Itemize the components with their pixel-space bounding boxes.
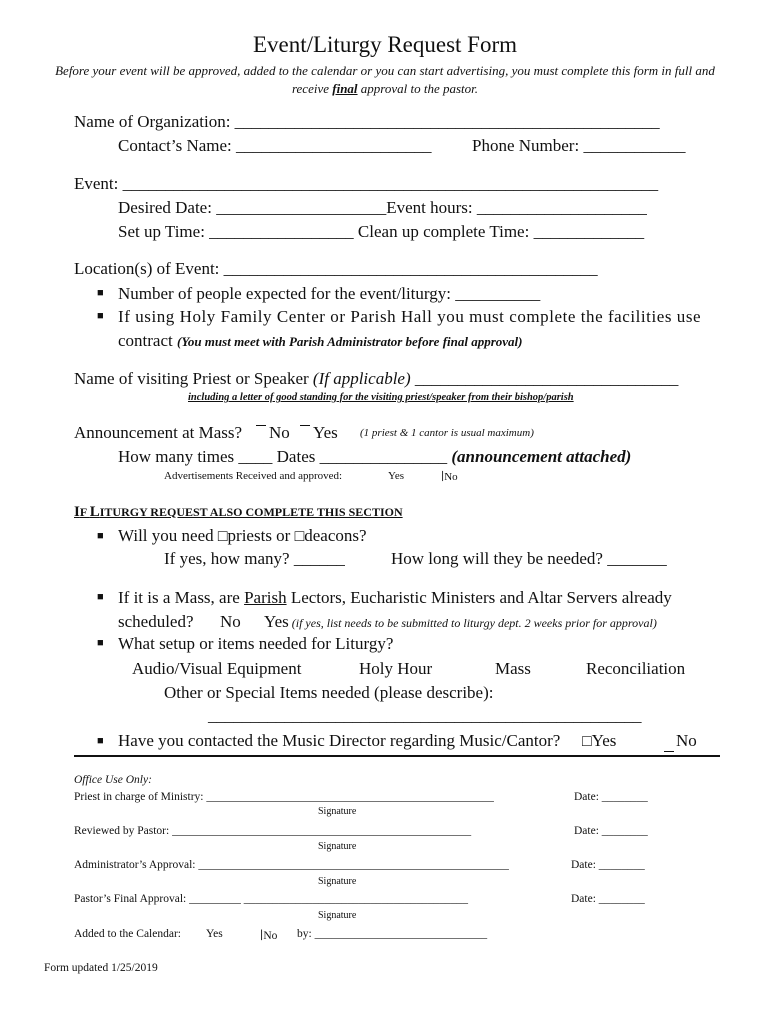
pastor-final-approval-label: Pastor’s Final Approval: bbox=[74, 893, 190, 905]
other-items-label: Other or Special Items needed (please describe): bbox=[164, 683, 494, 702]
date-line[interactable]: ________ bbox=[601, 825, 648, 837]
signature-caption: Signature bbox=[318, 841, 357, 852]
contact-name-label: Contact’s Name: bbox=[118, 136, 237, 155]
checkbox-icon[interactable] bbox=[664, 731, 674, 752]
scheduled-note: (if yes, list needs to be submitted to liturgy dept. 2 weeks prior for approval) bbox=[288, 616, 657, 630]
pastor-final-approval-field[interactable] bbox=[74, 893, 468, 905]
priest-in-charge-field[interactable] bbox=[74, 791, 494, 803]
facilities-contract-cont bbox=[118, 331, 523, 351]
reviewed-by-pastor-label: Reviewed by Pastor: bbox=[74, 825, 173, 837]
liturgy-section-heading bbox=[74, 503, 403, 521]
phone-number-label: Phone Number: bbox=[472, 136, 584, 155]
date-label: Date: bbox=[574, 825, 602, 837]
setup-time-label: Set up Time: bbox=[118, 222, 210, 241]
form-updated-footer: Form updated 1/25/2019 bbox=[44, 962, 158, 974]
music-no-label: No bbox=[676, 731, 697, 750]
scheduled-no-option[interactable]: No bbox=[220, 612, 241, 631]
administrator-note: (You must meet with Parish Administrator before final approval) bbox=[177, 334, 523, 349]
priest-in-charge-line[interactable]: __________________________________________________ bbox=[206, 791, 494, 803]
administrator-date-field[interactable] bbox=[571, 859, 645, 871]
reviewed-by-pastor-field[interactable] bbox=[74, 825, 471, 837]
phone-number-line[interactable]: ____________ bbox=[583, 136, 686, 155]
heading-small-f: F bbox=[79, 505, 90, 519]
option-reconciliation[interactable]: Reconciliation bbox=[586, 659, 686, 678]
deacons-label: deacons? bbox=[304, 526, 367, 545]
date-line[interactable]: ________ bbox=[598, 859, 645, 871]
music-yes-option[interactable] bbox=[582, 731, 616, 751]
reviewed-by-pastor-line[interactable]: ____________________________________________________ bbox=[172, 825, 472, 837]
location-label: Location(s) of Event: bbox=[74, 259, 224, 278]
setup-items-question: What setup or items needed for Liturgy? bbox=[118, 634, 394, 653]
how-long-field[interactable] bbox=[391, 549, 667, 569]
announcement-no-option[interactable] bbox=[256, 423, 290, 443]
announcement-attached: (announcement attached) bbox=[447, 447, 632, 466]
people-expected-label: Number of people expected for the event/liturgy: bbox=[118, 284, 456, 303]
scheduled-yes-label: Yes bbox=[264, 612, 289, 631]
option-mass[interactable]: Mass bbox=[495, 659, 531, 678]
announcement-yes-label: Yes bbox=[313, 423, 338, 442]
heading-rest: ITURGY REQUEST ALSO COMPLETE THIS SECTION bbox=[99, 505, 403, 519]
calendar-yes-option[interactable]: Yes bbox=[206, 928, 223, 940]
mass-ministers-question bbox=[118, 588, 672, 608]
option-audio-visual[interactable]: Audio/Visual Equipment bbox=[132, 659, 302, 678]
dates-label: Dates bbox=[272, 447, 320, 466]
organization-name-label: Name of Organization: bbox=[74, 112, 235, 131]
contact-name-line[interactable]: _______________________ bbox=[236, 136, 432, 155]
desired-date-field[interactable] bbox=[118, 198, 647, 218]
clergy-question-a: Will you need bbox=[118, 526, 218, 545]
desired-date-label: Desired Date: bbox=[118, 198, 217, 217]
clergy-needed-question bbox=[118, 526, 367, 546]
event-hours-line[interactable]: ____________________ bbox=[476, 198, 647, 217]
bullet-icon: ■ bbox=[97, 287, 104, 299]
visiting-priest-field[interactable] bbox=[74, 369, 678, 389]
dates-line[interactable]: _______________ bbox=[319, 447, 448, 466]
final-date-field[interactable] bbox=[571, 893, 645, 905]
scheduled-label: scheduled? bbox=[118, 612, 194, 631]
calendar-by-field[interactable] bbox=[297, 928, 487, 940]
calendar-by-line[interactable]: ______________________________ bbox=[314, 928, 488, 940]
checkbox-icon[interactable] bbox=[300, 425, 310, 426]
parish-word: Parish bbox=[244, 588, 287, 607]
location-line[interactable]: ____________________________________________ bbox=[223, 259, 598, 278]
announcement-label: Announcement at Mass? bbox=[74, 423, 243, 442]
if-applicable-note: (If applicable) bbox=[312, 369, 415, 388]
setup-time-field[interactable] bbox=[118, 222, 644, 242]
how-long-line[interactable]: _______ bbox=[607, 549, 667, 568]
pastor-final-approval-line[interactable]: _________ _______________________________________ bbox=[189, 893, 468, 905]
form-title: Event/Liturgy Request Form bbox=[252, 32, 518, 57]
phone-number-field[interactable] bbox=[472, 136, 685, 156]
date-line[interactable]: ________ bbox=[601, 791, 648, 803]
date-label: Date: bbox=[571, 859, 599, 871]
desired-date-line[interactable]: ____________________ bbox=[216, 198, 387, 217]
priests-label: priests or bbox=[227, 526, 295, 545]
location-field[interactable] bbox=[74, 259, 598, 279]
music-yes-label: Yes bbox=[591, 731, 617, 750]
ads-no-label: No bbox=[444, 471, 458, 483]
how-many-clergy-field[interactable] bbox=[164, 549, 345, 569]
facilities-contract-text: If using Holy Family Center or Parish Hall you must complete the facilities use bbox=[118, 307, 702, 326]
priest-in-charge-label: Priest in charge of Ministry: bbox=[74, 791, 207, 803]
ads-yes-option[interactable]: Yes bbox=[388, 470, 405, 482]
good-standing-note: including a letter of good standing for the visiting priest/speaker from their bishop/parish bbox=[188, 392, 574, 403]
calendar-no-label: No bbox=[263, 930, 278, 942]
contract-word: contract bbox=[118, 331, 177, 350]
ads-no-option[interactable] bbox=[441, 470, 458, 483]
visiting-priest-line[interactable]: _______________________________ bbox=[414, 369, 679, 388]
checkbox-icon[interactable]: □ bbox=[582, 733, 592, 750]
checkbox-icon[interactable]: □ bbox=[294, 528, 305, 545]
section-divider bbox=[74, 755, 720, 757]
people-expected-line[interactable]: __________ bbox=[455, 284, 541, 303]
administrator-approval-line[interactable]: ______________________________________________________ bbox=[198, 859, 509, 871]
checkbox-icon[interactable] bbox=[256, 425, 266, 426]
intro-text bbox=[35, 62, 735, 98]
checkbox-icon[interactable]: ∣ bbox=[441, 471, 445, 483]
how-many-line[interactable]: ______ bbox=[293, 549, 345, 568]
cleanup-time-line[interactable]: _____________ bbox=[533, 222, 645, 241]
how-many-times-label: How many times bbox=[118, 447, 239, 466]
contact-name-field[interactable] bbox=[118, 136, 432, 156]
announcement-yes-option[interactable] bbox=[300, 423, 338, 443]
checkbox-icon[interactable]: ∣ bbox=[260, 930, 264, 942]
event-hours-label: Event hours: bbox=[386, 198, 477, 217]
event-label: Event: bbox=[74, 174, 123, 193]
organization-name-line[interactable]: __________________________________________________ bbox=[234, 112, 660, 131]
date-label: Date: bbox=[574, 791, 602, 803]
mass-question-a: If it is a Mass, are bbox=[118, 588, 245, 607]
bullet-icon: ■ bbox=[97, 637, 104, 649]
other-items-line[interactable]: ___________________________________________________ bbox=[208, 706, 642, 725]
cleanup-time-label: Clean up complete Time: bbox=[353, 222, 534, 241]
intro-after: approval to the pastor. bbox=[357, 81, 479, 96]
date-label: Date: bbox=[571, 893, 599, 905]
added-to-calendar-label: Added to the Calendar: bbox=[74, 928, 181, 940]
how-many-times-line[interactable]: ____ bbox=[238, 447, 273, 466]
signature-caption: Signature bbox=[318, 910, 357, 921]
administrator-approval-label: Administrator’s Approval: bbox=[74, 859, 199, 871]
music-no-option[interactable] bbox=[664, 731, 697, 752]
reviewed-date-field[interactable] bbox=[574, 825, 648, 837]
setup-time-line[interactable]: _________________ bbox=[209, 222, 354, 241]
heading-initial-l: L bbox=[89, 504, 100, 520]
how-long-label: How long will they be needed? bbox=[391, 549, 608, 568]
bullet-icon: ■ bbox=[97, 310, 104, 322]
visiting-priest-label: Name of visiting Priest or Speaker bbox=[74, 369, 313, 388]
office-use-heading: Office Use Only: bbox=[74, 774, 152, 786]
bullet-icon: ■ bbox=[97, 735, 104, 747]
announcement-note: (1 priest & 1 cantor is usual maximum) bbox=[360, 427, 534, 439]
bullet-icon: ■ bbox=[97, 530, 104, 542]
announcement-no-label: No bbox=[269, 423, 290, 442]
how-many-label: If yes, how many? bbox=[164, 549, 294, 568]
date-line[interactable]: ________ bbox=[598, 893, 645, 905]
bullet-icon: ■ bbox=[97, 591, 104, 603]
advertisements-label: Advertisements Received and approved: bbox=[164, 470, 343, 482]
priest-date-field[interactable] bbox=[574, 791, 648, 803]
option-holy-hour[interactable]: Holy Hour bbox=[359, 659, 433, 678]
signature-caption: Signature bbox=[318, 806, 357, 817]
mass-question-b: Lectors, Eucharistic Ministers and Altar Servers already bbox=[286, 588, 672, 607]
scheduled-yes-option[interactable] bbox=[264, 612, 657, 632]
people-expected-field[interactable] bbox=[118, 284, 540, 304]
music-director-question: Have you contacted the Music Director regarding Music/Cantor? bbox=[118, 731, 561, 750]
signature-caption: Signature bbox=[318, 876, 357, 887]
event-field[interactable] bbox=[74, 174, 658, 194]
heading-initial-i: I bbox=[74, 504, 80, 520]
announcement-times-field[interactable] bbox=[118, 447, 631, 467]
calendar-by-label: by: bbox=[297, 928, 315, 940]
checkbox-icon[interactable]: □ bbox=[217, 528, 228, 545]
intro-before: Before your event will be approved, added to the calendar or you can start advertising, you must complete this form in full and receive bbox=[55, 63, 715, 96]
event-line[interactable]: _______________________________________________________________ bbox=[122, 174, 659, 193]
organization-name-field[interactable] bbox=[74, 112, 660, 132]
administrator-approval-field[interactable] bbox=[74, 859, 509, 871]
intro-emphasis: final bbox=[332, 81, 358, 96]
calendar-no-option[interactable] bbox=[260, 928, 277, 942]
